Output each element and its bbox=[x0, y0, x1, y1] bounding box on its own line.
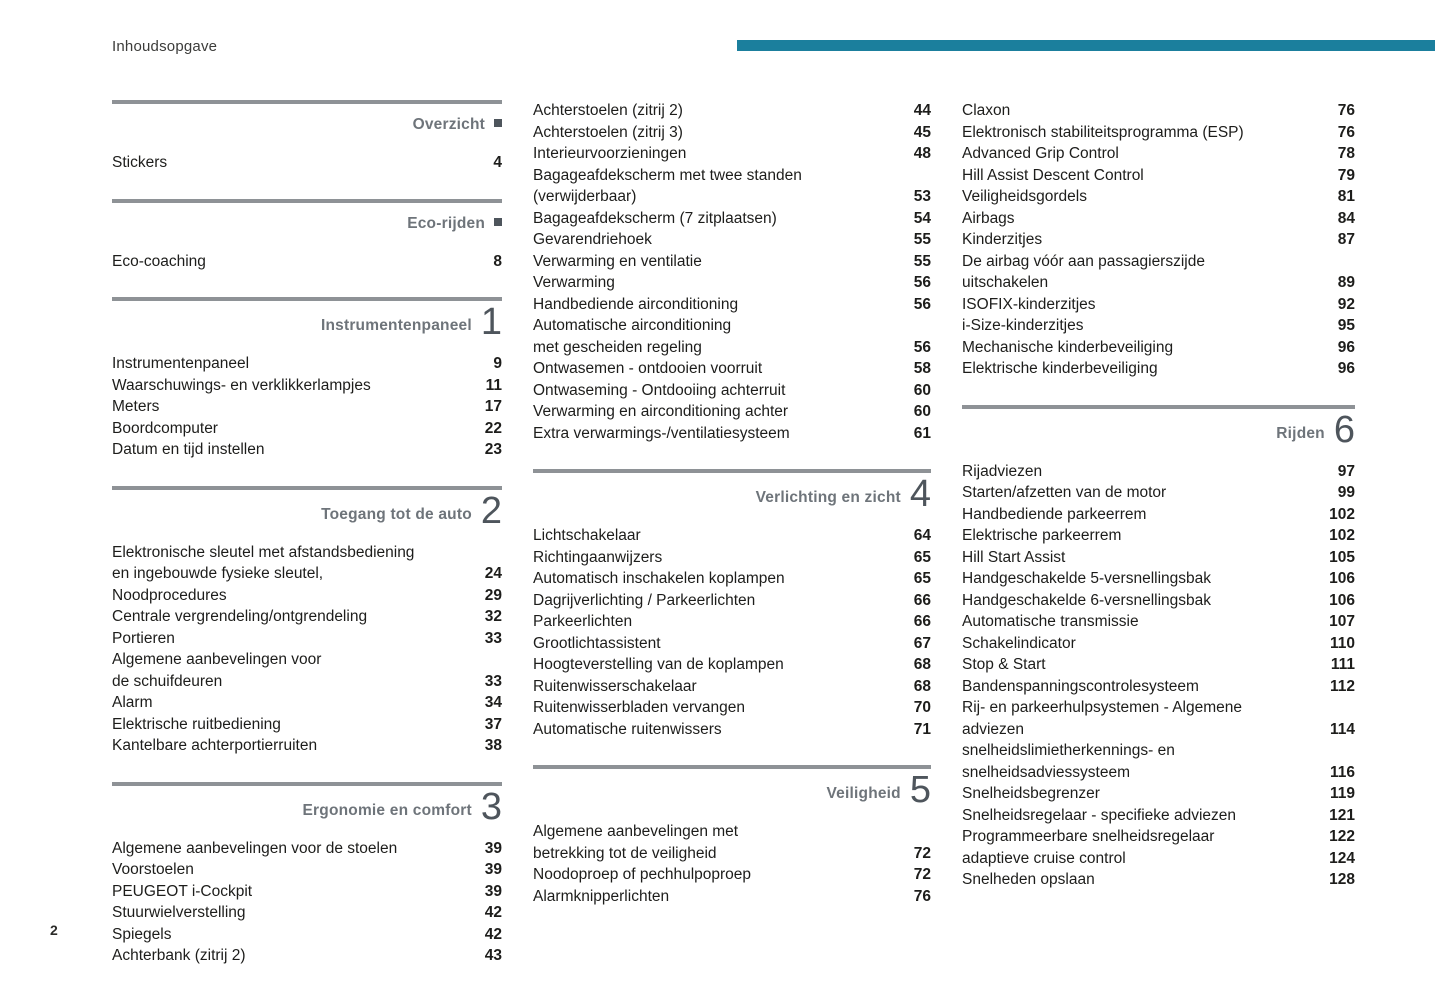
toc-entry bbox=[533, 423, 931, 445]
toc-entry bbox=[112, 881, 502, 903]
entry-page-number: 67 bbox=[913, 634, 931, 652]
entry-page-number: 110 bbox=[1329, 634, 1355, 652]
entry-title: Algemene aanbevelingen voor de stoelen bbox=[112, 839, 398, 857]
entry-page-number: 42 bbox=[484, 925, 502, 943]
section-title: Ergonomie en comfort bbox=[302, 801, 472, 819]
entry-title: Dagrijverlichting / Parkeerlichten bbox=[533, 591, 756, 609]
entry-page-number: 116 bbox=[1329, 763, 1355, 781]
entry-page-number: 11 bbox=[485, 376, 502, 394]
entry-title: ISOFIX-kinderzitjes bbox=[962, 295, 1096, 313]
entry-group bbox=[533, 821, 931, 907]
entry-title: Bagageafdekscherm (7 zitplaatsen) bbox=[533, 209, 777, 227]
entry-title: Parkeerlichten bbox=[533, 613, 633, 630]
toc-entry bbox=[533, 654, 931, 676]
entry-page-number: 87 bbox=[1337, 231, 1355, 248]
toc-entry bbox=[112, 692, 502, 714]
toc-entry bbox=[533, 547, 931, 569]
section-header-ergonomie-en-comfort bbox=[112, 782, 502, 830]
toc-entry bbox=[962, 633, 1355, 655]
toc-entry bbox=[112, 859, 502, 881]
toc-entry bbox=[112, 439, 502, 461]
entry-page-number: 23 bbox=[484, 441, 502, 458]
section-bullet-icon bbox=[494, 218, 502, 226]
entry-title: Kantelbare achterportierruiten bbox=[112, 737, 318, 754]
entry-page-number: 55 bbox=[913, 252, 931, 270]
section-rule bbox=[962, 405, 1355, 409]
entry-page-number: 96 bbox=[1337, 338, 1355, 356]
toc-columns bbox=[112, 100, 1355, 992]
entry-title: PEUGEOT i-Cockpit bbox=[112, 882, 253, 900]
entry-page-number: 42 bbox=[484, 904, 502, 921]
toc-entry bbox=[112, 945, 502, 967]
entry-title: Bagageafdekscherm met twee standen (verwijderbaar) bbox=[533, 166, 802, 205]
entry-page-number: 92 bbox=[1337, 295, 1355, 313]
entry-page-number: 33 bbox=[484, 629, 502, 647]
toc-entry bbox=[962, 590, 1355, 612]
entry-title: Interieurvoorzieningen bbox=[533, 145, 687, 162]
entry-title: Hill Start Assist bbox=[962, 548, 1066, 566]
section-title-row bbox=[533, 473, 931, 515]
section-header-instrumentenpaneel bbox=[112, 297, 502, 345]
toc-entry bbox=[962, 165, 1355, 187]
section-rule bbox=[112, 782, 502, 786]
entry-page-number: 34 bbox=[484, 694, 502, 711]
toc-entry bbox=[112, 585, 502, 607]
section-rule bbox=[533, 765, 931, 769]
entry-title: adaptieve cruise control bbox=[962, 849, 1126, 867]
section-title: Verlichting en zicht bbox=[755, 489, 901, 506]
entry-page-number: 38 bbox=[484, 737, 502, 754]
entry-page-number: 121 bbox=[1329, 806, 1355, 824]
entry-title: Snelheden opslaan bbox=[962, 871, 1095, 888]
section-title-row bbox=[112, 111, 502, 135]
entry-page-number: 58 bbox=[913, 360, 931, 377]
toc-entry bbox=[533, 525, 931, 547]
entry-page-number: 60 bbox=[913, 403, 931, 420]
entry-page-number: 112 bbox=[1329, 677, 1355, 695]
toc-entry bbox=[962, 229, 1355, 251]
entry-title: De airbag vóór aan passagierszijde uitschakelen bbox=[962, 252, 1205, 291]
section-header-eco-rijden bbox=[112, 199, 502, 243]
section-rule bbox=[112, 199, 502, 203]
entry-page-number: 32 bbox=[484, 608, 502, 625]
entry-title: Airbags bbox=[962, 209, 1015, 227]
entry-page-number: 79 bbox=[1337, 166, 1355, 184]
entry-page-number: 105 bbox=[1329, 548, 1355, 566]
toc-entry bbox=[112, 152, 502, 174]
entry-title: Eco-coaching bbox=[112, 252, 206, 270]
toc-entry bbox=[962, 848, 1355, 870]
toc-entry bbox=[962, 482, 1355, 504]
section-title: Overzicht bbox=[412, 116, 485, 133]
entry-title: snelheidslimietherkennings- en snelheidsadviessysteem bbox=[962, 742, 1175, 781]
entry-title: Automatische transmissie bbox=[962, 613, 1139, 630]
section-number: 1 bbox=[480, 301, 502, 343]
toc-entry bbox=[533, 358, 931, 380]
entry-title: Algemene aanbevelingen voor de schuifdeuren bbox=[112, 651, 322, 690]
page-header-title: Inhoudsopgave bbox=[112, 38, 218, 55]
toc-entry bbox=[962, 525, 1355, 547]
section-rule bbox=[533, 469, 931, 473]
section-title-row bbox=[533, 769, 931, 811]
toc-entry bbox=[533, 590, 931, 612]
entry-page-number: 76 bbox=[1337, 102, 1355, 119]
entry-page-number: 29 bbox=[484, 586, 502, 604]
toc-entry bbox=[112, 838, 502, 860]
section-title-row bbox=[962, 408, 1355, 451]
section-header-rijden bbox=[962, 405, 1355, 453]
toc-entry bbox=[962, 100, 1355, 122]
entry-title: Elektrische kinderbeveiliging bbox=[962, 360, 1158, 377]
toc-entry bbox=[962, 740, 1355, 783]
toc-entry bbox=[533, 380, 931, 402]
entry-title: Grootlichtassistent bbox=[533, 634, 661, 652]
entry-title: Alarmknipperlichten bbox=[533, 887, 670, 905]
section-title: Rijden bbox=[1276, 424, 1325, 442]
toc-entry bbox=[533, 676, 931, 698]
toc-entry bbox=[962, 654, 1355, 676]
entry-group bbox=[962, 461, 1355, 891]
entry-page-number: 37 bbox=[484, 715, 502, 733]
entry-title: Ontwasemen - ontdooien voorruit bbox=[533, 360, 763, 377]
toc-entry bbox=[533, 633, 931, 655]
entry-group bbox=[112, 152, 502, 174]
entry-page-number: 65 bbox=[913, 548, 931, 566]
toc-entry bbox=[962, 568, 1355, 590]
toc-entry bbox=[112, 902, 502, 924]
entry-title: Ruitenwisserschakelaar bbox=[533, 677, 697, 695]
toc-entry bbox=[962, 337, 1355, 359]
footer-page-number: 2 bbox=[50, 922, 58, 938]
entry-title: Rijadviezen bbox=[962, 462, 1043, 480]
entry-title: Verwarming en airconditioning achter bbox=[533, 403, 789, 420]
entry-title: Gevarendriehoek bbox=[533, 231, 652, 248]
entry-title: Stickers bbox=[112, 154, 168, 171]
toc-entry bbox=[533, 401, 931, 423]
section-rule bbox=[112, 486, 502, 490]
entry-title: Automatisch inschakelen koplampen bbox=[533, 570, 785, 587]
top-accent-bar bbox=[737, 40, 1435, 51]
section-title-row bbox=[112, 301, 502, 343]
section-number: 5 bbox=[909, 769, 931, 811]
section-title-row bbox=[112, 489, 502, 532]
toc-entry bbox=[962, 294, 1355, 316]
entry-title: Automatische ruitenwissers bbox=[533, 720, 722, 738]
entry-group bbox=[112, 542, 502, 757]
entry-title: Waarschuwings- en verklikkerlampjes bbox=[112, 376, 371, 394]
entry-page-number: 96 bbox=[1337, 360, 1355, 377]
toc-entry bbox=[533, 122, 931, 144]
section-number: 4 bbox=[909, 473, 931, 515]
entry-page-number: 8 bbox=[493, 252, 502, 270]
entry-title: Achterstoelen (zitrij 3) bbox=[533, 123, 683, 141]
entry-page-number: 81 bbox=[1337, 188, 1355, 205]
section-number: 3 bbox=[480, 785, 502, 828]
entry-page-number: 102 bbox=[1329, 527, 1355, 544]
section-header-verlichting-en-zicht bbox=[533, 469, 931, 517]
entry-title: Snelheidsregelaar - specifieke adviezen bbox=[962, 806, 1236, 824]
entry-page-number: 107 bbox=[1329, 613, 1355, 630]
toc-entry bbox=[533, 697, 931, 719]
entry-page-number: 122 bbox=[1329, 828, 1355, 845]
toc-entry bbox=[962, 547, 1355, 569]
section-header-toegang-tot-de-auto bbox=[112, 486, 502, 534]
entry-title: Mechanische kinderbeveiliging bbox=[962, 338, 1174, 356]
toc-column-3 bbox=[962, 100, 1355, 916]
toc-entry bbox=[962, 826, 1355, 848]
entry-title: Ontwaseming - Ontdooiing achterruit bbox=[533, 381, 786, 399]
toc-column-1 bbox=[112, 100, 502, 992]
toc-entry bbox=[533, 719, 931, 741]
toc-entry bbox=[112, 353, 502, 375]
toc-entry bbox=[533, 294, 931, 316]
section-bullet-icon bbox=[494, 119, 502, 127]
toc-column-2 bbox=[533, 100, 931, 932]
toc-entry bbox=[962, 611, 1355, 633]
entry-title: Instrumentenpaneel bbox=[112, 355, 250, 372]
entry-title: Extra verwarmings-/ventilatiesysteem bbox=[533, 424, 790, 442]
entry-page-number: 33 bbox=[484, 672, 502, 690]
entry-title: Handgeschakelde 5-versnellingsbak bbox=[962, 570, 1212, 587]
section-title: Instrumentenpaneel bbox=[320, 317, 472, 334]
toc-entry bbox=[962, 143, 1355, 165]
entry-page-number: 24 bbox=[484, 565, 502, 582]
entry-page-number: 4 bbox=[493, 154, 502, 171]
section-title: Veiligheid bbox=[826, 785, 901, 802]
toc-entry bbox=[533, 886, 931, 908]
toc-entry bbox=[533, 568, 931, 590]
entry-page-number: 65 bbox=[913, 570, 931, 587]
entry-page-number: 43 bbox=[484, 947, 502, 964]
entry-title: Algemene aanbevelingen met betrekking tot de veiligheid bbox=[533, 823, 739, 862]
entry-page-number: 89 bbox=[1337, 274, 1355, 291]
toc-entry bbox=[533, 165, 931, 208]
entry-title: Bandenspanningscontrolesysteem bbox=[962, 677, 1199, 695]
entry-page-number: 72 bbox=[913, 866, 931, 883]
section-rule bbox=[112, 297, 502, 301]
entry-page-number: 71 bbox=[913, 720, 931, 738]
section-header-veiligheid bbox=[533, 765, 931, 813]
entry-title: Portieren bbox=[112, 629, 175, 647]
entry-title: Spiegels bbox=[112, 925, 172, 943]
entry-page-number: 99 bbox=[1337, 484, 1355, 501]
entry-title: Noodprocedures bbox=[112, 586, 227, 604]
entry-title: Verwarming bbox=[533, 274, 615, 291]
entry-title: Meters bbox=[112, 398, 160, 415]
toc-entry bbox=[112, 542, 502, 585]
entry-page-number: 84 bbox=[1337, 209, 1355, 227]
entry-title: Snelheidsbegrenzer bbox=[962, 785, 1100, 802]
toc-entry bbox=[962, 504, 1355, 526]
entry-title: Elektronische sleutel met afstandsbediening en ingebouwde fysieke sleutel, bbox=[112, 543, 415, 582]
entry-page-number: 22 bbox=[484, 419, 502, 437]
toc-entry bbox=[533, 272, 931, 294]
entry-page-number: 56 bbox=[913, 295, 931, 313]
entry-page-number: 56 bbox=[913, 274, 931, 291]
entry-title: Hoogteverstelling van de koplampen bbox=[533, 656, 784, 673]
entry-group bbox=[112, 353, 502, 461]
entry-page-number: 61 bbox=[913, 424, 931, 442]
entry-page-number: 53 bbox=[913, 188, 931, 205]
toc-entry bbox=[112, 396, 502, 418]
entry-title: Advanced Grip Control bbox=[962, 145, 1119, 162]
toc-entry bbox=[112, 251, 502, 273]
entry-page-number: 66 bbox=[913, 591, 931, 609]
entry-page-number: 60 bbox=[913, 381, 931, 399]
entry-title: Programmeerbare snelheidsregelaar bbox=[962, 828, 1215, 845]
entry-title: Stuurwielverstelling bbox=[112, 904, 246, 921]
entry-title: Achterbank (zitrij 2) bbox=[112, 947, 246, 964]
toc-entry bbox=[962, 122, 1355, 144]
section-number: 6 bbox=[1333, 408, 1355, 451]
entry-page-number: 44 bbox=[913, 102, 931, 119]
entry-page-number: 97 bbox=[1337, 462, 1355, 480]
entry-group bbox=[112, 251, 502, 273]
entry-title: Elektronisch stabiliteitsprogramma (ESP) bbox=[962, 123, 1244, 141]
entry-title: Elektrische ruitbediening bbox=[112, 715, 281, 733]
toc-entry bbox=[962, 783, 1355, 805]
entry-page-number: 45 bbox=[913, 123, 931, 141]
toc-entry bbox=[962, 208, 1355, 230]
entry-title: Lichtschakelaar bbox=[533, 527, 641, 544]
toc-entry bbox=[533, 864, 931, 886]
entry-title: Richtingaanwijzers bbox=[533, 548, 663, 566]
entry-group bbox=[533, 525, 931, 740]
section-title: Eco-rijden bbox=[407, 214, 485, 232]
section-number: 2 bbox=[480, 489, 502, 532]
toc-entry bbox=[112, 735, 502, 757]
section-title-row bbox=[112, 785, 502, 828]
toc-entry bbox=[112, 375, 502, 397]
toc-entry bbox=[533, 143, 931, 165]
entry-page-number: 56 bbox=[913, 338, 931, 356]
entry-title: Voorstoelen bbox=[112, 861, 194, 878]
toc-entry bbox=[533, 229, 931, 251]
toc-entry bbox=[962, 805, 1355, 827]
entry-title: Handbediende parkeerrem bbox=[962, 505, 1147, 523]
toc-entry bbox=[962, 251, 1355, 294]
toc-entry bbox=[533, 100, 931, 122]
toc-entry bbox=[962, 358, 1355, 380]
entry-page-number: 48 bbox=[913, 145, 931, 162]
toc-entry bbox=[533, 208, 931, 230]
toc-entry bbox=[533, 611, 931, 633]
entry-title: Claxon bbox=[962, 102, 1011, 119]
toc-entry bbox=[962, 186, 1355, 208]
entry-title: Ruitenwisserbladen vervangen bbox=[533, 699, 745, 716]
entry-page-number: 55 bbox=[913, 231, 931, 248]
entry-page-number: 68 bbox=[913, 677, 931, 695]
toc-entry bbox=[962, 461, 1355, 483]
entry-page-number: 78 bbox=[1337, 145, 1355, 162]
entry-title: Boordcomputer bbox=[112, 419, 218, 437]
toc-entry bbox=[962, 315, 1355, 337]
toc-entry bbox=[112, 649, 502, 692]
entry-group bbox=[962, 100, 1355, 380]
entry-page-number: 106 bbox=[1329, 591, 1355, 609]
toc-entry bbox=[533, 315, 931, 358]
entry-title: Schakelindicator bbox=[962, 634, 1076, 652]
entry-title: Handbediende airconditioning bbox=[533, 295, 739, 313]
toc-entry bbox=[533, 251, 931, 273]
toc-entry bbox=[962, 869, 1355, 891]
section-rule bbox=[112, 100, 502, 104]
entry-title: Stop & Start bbox=[962, 656, 1046, 673]
entry-title: Achterstoelen (zitrij 2) bbox=[533, 102, 683, 119]
entry-page-number: 17 bbox=[484, 398, 502, 415]
section-title: Toegang tot de auto bbox=[321, 505, 472, 523]
entry-page-number: 9 bbox=[493, 355, 502, 372]
entry-title: Verwarming en ventilatie bbox=[533, 252, 702, 270]
entry-page-number: 54 bbox=[913, 209, 931, 227]
entry-page-number: 39 bbox=[484, 882, 502, 900]
entry-page-number: 76 bbox=[913, 887, 931, 905]
entry-title: Datum en tijd instellen bbox=[112, 441, 265, 458]
entry-title: Handgeschakelde 6-versnellingsbak bbox=[962, 591, 1212, 609]
entry-page-number: 64 bbox=[913, 527, 931, 544]
entry-title: Starten/afzetten van de motor bbox=[962, 484, 1167, 501]
entry-page-number: 106 bbox=[1329, 570, 1355, 587]
entry-title: Hill Assist Descent Control bbox=[962, 166, 1144, 184]
toc-entry bbox=[962, 697, 1355, 740]
section-header-overzicht bbox=[112, 100, 502, 144]
entry-title: Centrale vergrendeling/ontgrendeling bbox=[112, 608, 368, 625]
entry-page-number: 95 bbox=[1337, 317, 1355, 334]
entry-title: Veiligheidsgordels bbox=[962, 188, 1087, 205]
toc-entry bbox=[962, 676, 1355, 698]
entry-title: i-Size-kinderzitjes bbox=[962, 317, 1084, 334]
entry-page-number: 128 bbox=[1329, 871, 1355, 888]
entry-page-number: 39 bbox=[484, 839, 502, 857]
entry-title: Rij- en parkeerhulpsystemen - Algemene adviezen bbox=[962, 699, 1242, 738]
entry-page-number: 68 bbox=[913, 656, 931, 673]
entry-title: Automatische airconditioning met gescheiden regeling bbox=[533, 317, 732, 356]
toc-entry bbox=[112, 714, 502, 736]
entry-page-number: 76 bbox=[1337, 123, 1355, 141]
entry-group bbox=[533, 100, 931, 444]
toc-entry bbox=[112, 924, 502, 946]
toc-entry bbox=[112, 606, 502, 628]
entry-page-number: 66 bbox=[913, 613, 931, 630]
entry-page-number: 102 bbox=[1329, 505, 1355, 523]
entry-title: Kinderzitjes bbox=[962, 231, 1043, 248]
entry-title: Elektrische parkeerrem bbox=[962, 527, 1122, 544]
toc-entry bbox=[112, 628, 502, 650]
toc-entry bbox=[533, 821, 931, 864]
section-title-row bbox=[112, 210, 502, 234]
entry-page-number: 70 bbox=[913, 699, 931, 716]
entry-page-number: 39 bbox=[484, 861, 502, 878]
entry-page-number: 111 bbox=[1330, 656, 1355, 673]
entry-page-number: 124 bbox=[1329, 849, 1355, 867]
entry-group bbox=[112, 838, 502, 967]
toc-entry bbox=[112, 418, 502, 440]
entry-page-number: 119 bbox=[1329, 785, 1355, 802]
entry-page-number: 72 bbox=[913, 844, 931, 862]
entry-page-number: 114 bbox=[1329, 720, 1355, 738]
entry-title: Alarm bbox=[112, 694, 153, 711]
entry-title: Noodoproep of pechhulpoproep bbox=[533, 866, 752, 883]
